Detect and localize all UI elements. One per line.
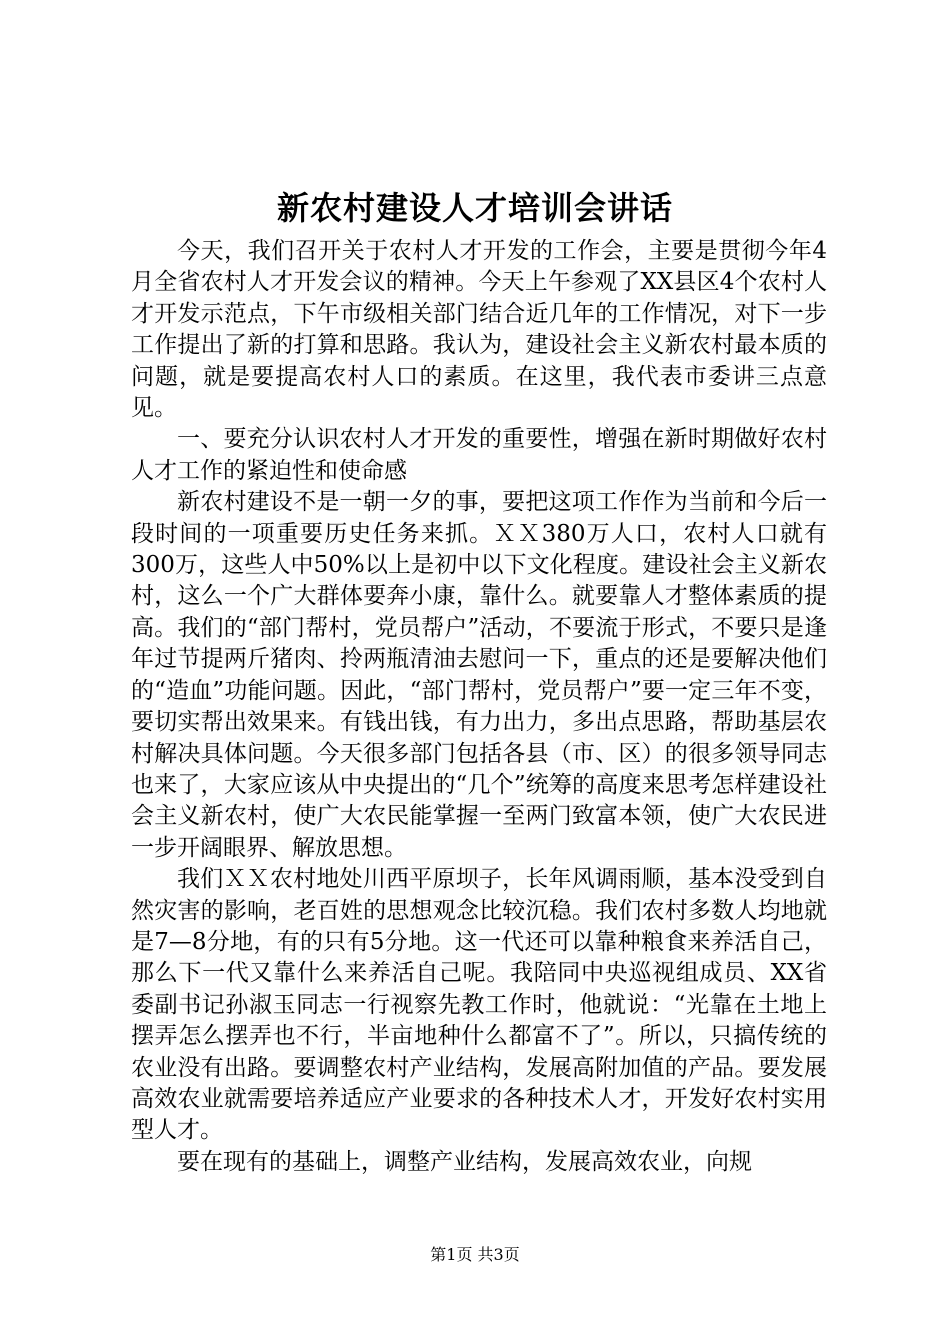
paragraph-continued: 要在现有的基础上，调整产业结构，发展高效农业，向规 bbox=[177, 1148, 752, 1175]
paragraph-rural-construction: 新农村建设不是一朝一夕的事，要把这项工作作为当前和今后一段时间的一项重要历史任务来抓。ＸＸ380万人口，农村人口就有300万，这些人中50%以上是初中以下文化程度。建设社会主义新农村，这么一个广大群体要奔小康，靠什么。就要靠人才整体素质的提高。我们的“部门帮村，党员帮户”活动，不要流于形式，不要只是逢年过节提两斤猪肉、拎两瓶清油去慰问一下，重点的还是要解决他们的“造血”功能问题。因此，“部门帮村，党员帮户”要一定三年不变，要切实帮出效果来。有钱出钱，有力出力，多出点思路，帮助基层农村解决具体问题。今天很多部门包括各县（市、区）的很多领导同志也来了，大家应该从中央提出的“几个”统筹的高度来思考怎样建设社会主义新农村，使广大农民能掌握一至两门致富本领，使广大农民进一步开阔眼界、解放思想。 bbox=[131, 489, 827, 861]
paragraph-rural-situation: 我们ＸＸ农村地处川西平原坝子，长年风调雨顺，基本没受到自然灾害的影响，老百姓的思想观念比较沉稳。我们农村多数人均地就是7—8分地，有的只有5分地。这一代还可以靠种粮食来养活自己，那么下一代又靠什么来养活自己呢。我陪同中央巡视组成员、XX省委副书记孙淑玉同志一行视察先教工作时，他就说：“光靠在土地上摆弄怎么摆弄也不行，半亩地种什么都富不了”。所以，只搞传统的农业没有出路。要调整农村产业结构，发展高附加值的产品。要发展高效农业就需要培养适应产业要求的各种技术人才，开发好农村实用型人才。 bbox=[131, 866, 827, 1144]
page-number-footer: 第1页 共3页 bbox=[430, 1245, 520, 1264]
paragraph-intro: 今天，我们召开关于农村人才开发的工作会，主要是贯彻今年4月全省农村人才开发会议的精神。今天上午参观了XX县区4个农村人才开发示范点，下午市级相关部门结合近几年的工作情况，对下一步工作提出了新的打算和思路。我认为，建设社会主义新农村最本质的问题，就是要提高农村人口的素质。在这里，我代表市委讲三点意见。 bbox=[131, 238, 827, 422]
paragraph-heading-one: 一、要充分认识农村人才开发的重要性，增强在新时期做好农村人才工作的紧迫性和使命感 bbox=[131, 426, 827, 484]
document-body bbox=[131, 236, 827, 1178]
document-title: 新农村建设人才培训会讲话 bbox=[276, 189, 673, 227]
